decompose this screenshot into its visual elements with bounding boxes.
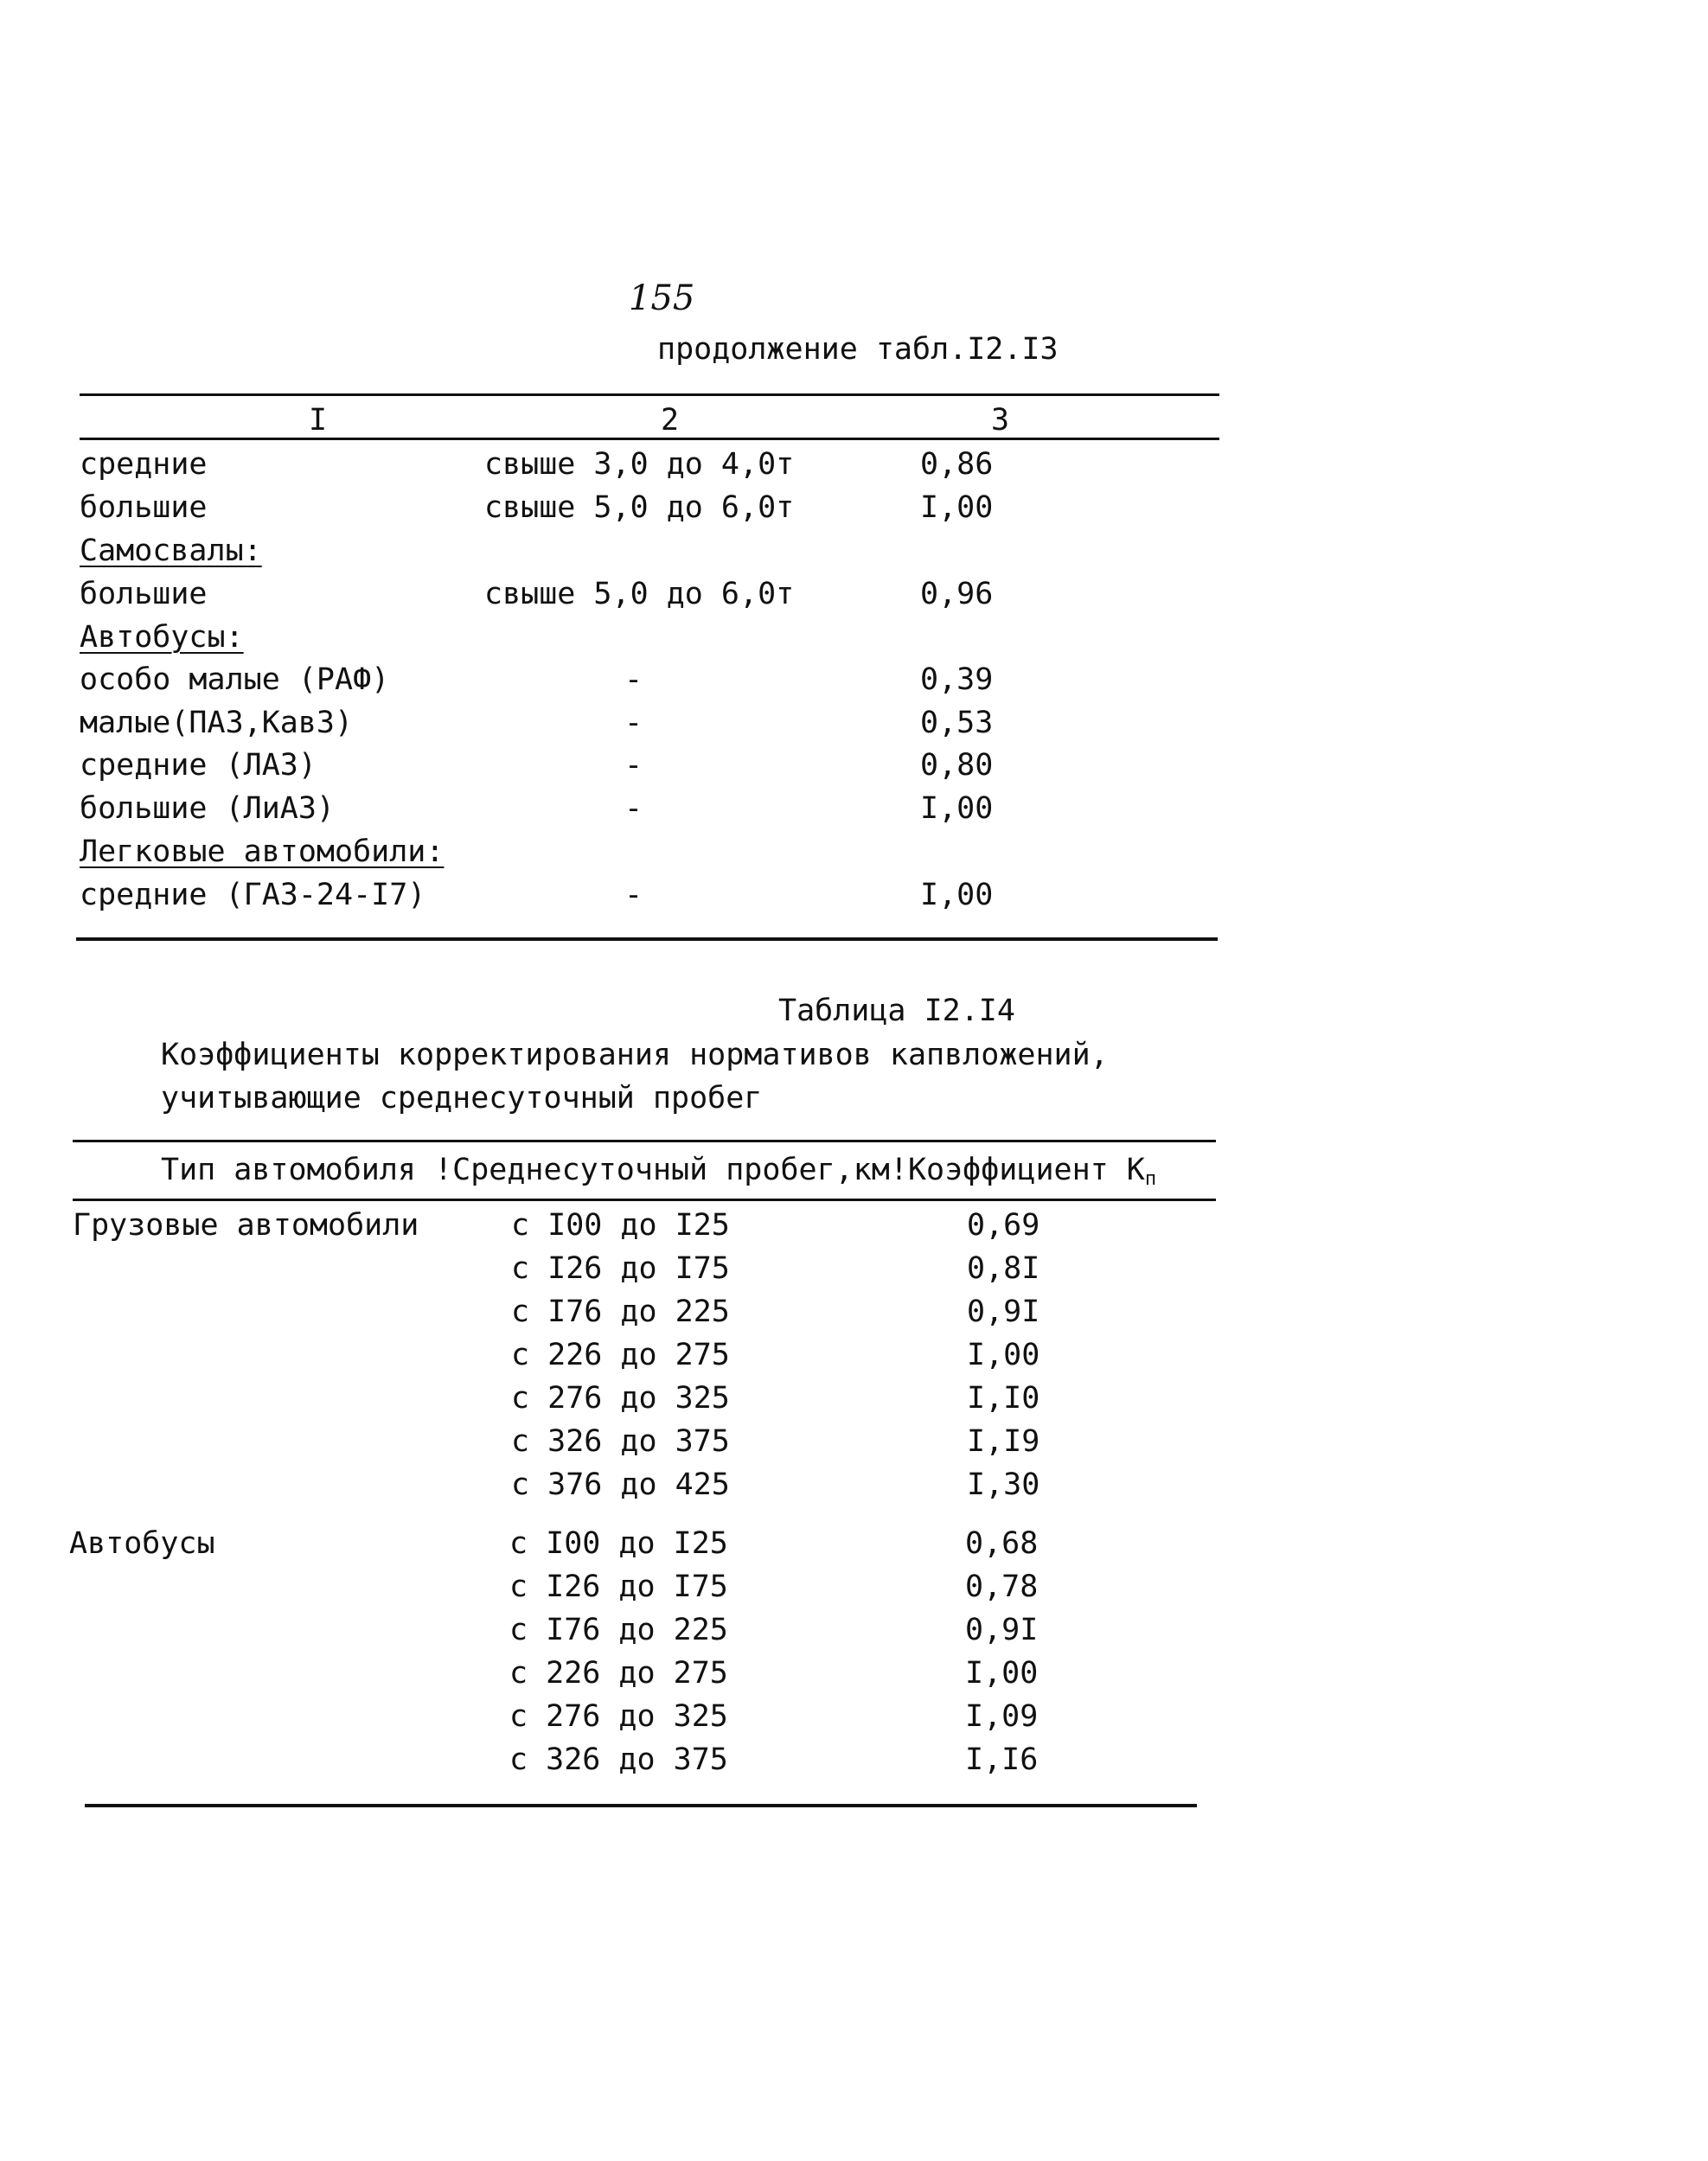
coefficient-value: I,09 (965, 1699, 1039, 1734)
continuation-caption: продолжение табл.I2.I3 (657, 332, 1059, 367)
page-number: 155 (629, 278, 695, 318)
table-row-value: 0,39 (920, 662, 994, 697)
coefficient-value: 0,68 (965, 1526, 1039, 1561)
table-row-name: большие (ЛиАЗ) (80, 791, 336, 826)
vehicle-type: Автобусы (69, 1526, 215, 1561)
vehicle-type: Грузовые автомобили (73, 1208, 419, 1243)
mileage-range: с 276 до 325 (511, 1381, 730, 1416)
table-row-range: - (624, 878, 643, 912)
section-heading: Самосвалы: (80, 534, 262, 568)
mileage-range: с I76 до 225 (511, 1295, 730, 1329)
table-row-name: малые(ПАЗ,КавЗ) (80, 706, 354, 740)
mileage-range: с I76 до 225 (509, 1613, 728, 1647)
table2-header (161, 1153, 1157, 1190)
coefficient-value: I,I6 (965, 1742, 1039, 1777)
coefficient-value: 0,9I (967, 1295, 1040, 1329)
table-row-name: средние (ГАЗ-24-I7) (80, 878, 426, 912)
table-row-value: 0,80 (920, 748, 994, 783)
coefficient-value: 0,8I (967, 1251, 1040, 1286)
coefficient-value: 0,9I (965, 1613, 1039, 1647)
coefficient-value: I,30 (967, 1467, 1040, 1502)
table2-header-text: Тип автомобиля !Среднесуточный пробег,км!Коэффициент К (161, 1153, 1145, 1187)
column-header-1: I (309, 403, 328, 438)
table-top-rule (80, 393, 1219, 396)
table-row-value: I,00 (920, 490, 994, 525)
table-row-value: 0,96 (920, 577, 994, 611)
coefficient-value: I,00 (965, 1656, 1039, 1691)
table-row-range: - (624, 706, 643, 740)
mileage-range: с 376 до 425 (511, 1467, 730, 1502)
table2-header-rule (73, 1199, 1216, 1201)
coefficient-value: 0,78 (965, 1570, 1039, 1604)
table-row-name: большие (80, 577, 208, 611)
table-row-value: I,00 (920, 791, 994, 826)
table-row-range: - (624, 748, 643, 783)
table-row-name: большие (80, 490, 208, 525)
mileage-range: с 276 до 325 (509, 1699, 728, 1734)
mileage-range: с I26 до I75 (509, 1570, 728, 1604)
table-header-rule (80, 438, 1219, 440)
mileage-range: с I00 до I25 (511, 1208, 730, 1243)
table-row-name: особо малые (РАФ) (80, 662, 390, 697)
table-row-range: свыше 3,0 до 4,0т (484, 447, 795, 482)
section-heading: Легковые автомобили: (80, 834, 445, 869)
mileage-range: с 326 до 375 (511, 1424, 730, 1459)
table-row-range: свыше 5,0 до 6,0т (484, 490, 795, 525)
table-row-range: - (624, 662, 643, 697)
coefficient-value: I,I9 (967, 1424, 1040, 1459)
table-bottom-rule (76, 937, 1218, 941)
table2-bottom-rule (85, 1804, 1197, 1807)
table2-header-subscript: п (1144, 1168, 1157, 1190)
section-heading: Автобусы: (80, 620, 244, 655)
table-row-value: 0,86 (920, 447, 994, 482)
table-row-range: свыше 5,0 до 6,0т (484, 577, 795, 611)
table-row-name: средние (ЛАЗ) (80, 748, 317, 783)
mileage-range: с 226 до 275 (509, 1656, 728, 1691)
table-row-name: средние (80, 447, 208, 482)
mileage-range: с 226 до 275 (511, 1338, 730, 1372)
coefficient-value: I,00 (967, 1338, 1040, 1372)
table-row-value: 0,53 (920, 706, 994, 740)
coefficient-value: I,I0 (967, 1381, 1040, 1416)
table-label: Таблица I2.I4 (778, 994, 1015, 1028)
table-row-range: - (624, 791, 643, 826)
coefficient-value: 0,69 (967, 1208, 1040, 1243)
table-title-line2: учитывающие среднесуточный пробег (161, 1081, 763, 1116)
table-row-value: I,00 (920, 878, 994, 912)
table-title-line1: Коэффициенты корректирования нормативов капвложений, (161, 1038, 1109, 1072)
mileage-range: с I26 до I75 (511, 1251, 730, 1286)
mileage-range: с I00 до I25 (509, 1526, 728, 1561)
column-header-2: 2 (661, 403, 680, 438)
table2-top-rule (73, 1140, 1216, 1142)
mileage-range: с 326 до 375 (509, 1742, 728, 1777)
column-header-3: 3 (991, 403, 1010, 438)
